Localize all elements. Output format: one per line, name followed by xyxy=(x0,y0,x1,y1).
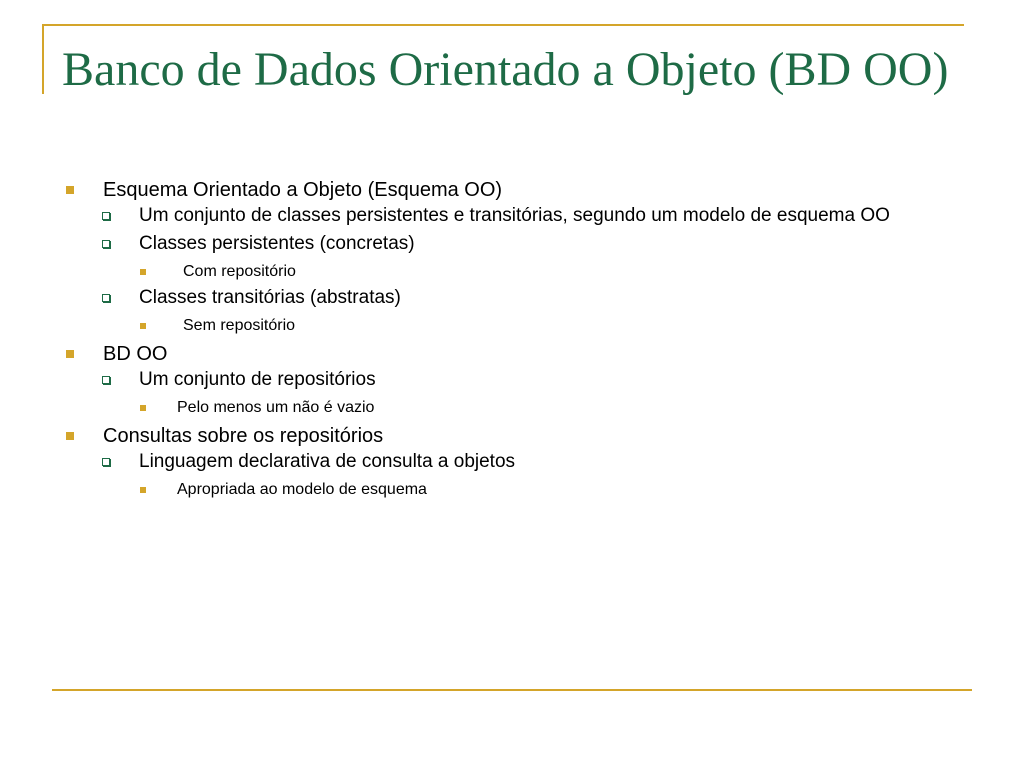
square-bullet-icon xyxy=(66,186,74,194)
hollow-square-bullet-icon xyxy=(102,458,110,466)
small-square-bullet-icon xyxy=(140,487,146,493)
sub-bullet-item xyxy=(62,288,962,308)
sub-bullet-text: Um conjunto de repositórios xyxy=(139,369,376,390)
small-square-bullet-icon xyxy=(140,405,146,411)
small-square-bullet-icon xyxy=(140,323,146,329)
bottom-rule xyxy=(52,689,972,691)
sub-sub-bullet-item xyxy=(62,398,962,418)
square-bullet-icon xyxy=(66,350,74,358)
sub-bullet-item xyxy=(62,452,962,472)
small-square-bullet-icon xyxy=(140,269,146,275)
sub-bullet-item xyxy=(62,370,962,390)
bullet-item xyxy=(62,342,962,366)
sub-bullet-text: Classes persistentes (concretas) xyxy=(139,233,415,254)
sub-sub-bullet-item xyxy=(62,262,962,282)
hollow-square-bullet-icon xyxy=(102,240,110,248)
sub-sub-bullet-text: Pelo menos um não é vazio xyxy=(177,399,375,416)
hollow-square-bullet-icon xyxy=(102,212,110,220)
bullet-text: Esquema Orientado a Objeto (Esquema OO) xyxy=(103,179,503,201)
bullet-text: BD OO xyxy=(103,343,168,365)
square-bullet-icon xyxy=(66,432,74,440)
sub-bullet-text: Linguagem declarativa de consulta a objetos xyxy=(139,451,516,472)
sub-sub-bullet-text: Com repositório xyxy=(183,263,296,280)
bullet-list xyxy=(62,178,962,506)
sub-sub-bullet-item xyxy=(62,316,962,336)
sub-sub-bullet-text: Apropriada ao modelo de esquema xyxy=(177,481,427,498)
sub-sub-bullet-item xyxy=(62,480,962,500)
left-rule xyxy=(42,24,44,94)
bullet-text: Consultas sobre os repositórios xyxy=(103,425,384,447)
sub-bullet-text: Classes transitórias (abstratas) xyxy=(139,287,401,308)
slide-title: Banco de Dados Orientado a Objeto (BD OO) xyxy=(62,43,949,96)
bullet-item xyxy=(62,424,962,448)
sub-bullet-item xyxy=(62,234,962,254)
bullet-item xyxy=(62,178,962,202)
hollow-square-bullet-icon xyxy=(102,294,110,302)
sub-bullet-text: Um conjunto de classes persistentes e transitórias, segundo um modelo de esquema OO xyxy=(139,205,890,226)
hollow-square-bullet-icon xyxy=(102,376,110,384)
sub-sub-bullet-text: Sem repositório xyxy=(183,317,296,334)
sub-bullet-item xyxy=(62,206,962,226)
top-rule xyxy=(42,24,964,26)
